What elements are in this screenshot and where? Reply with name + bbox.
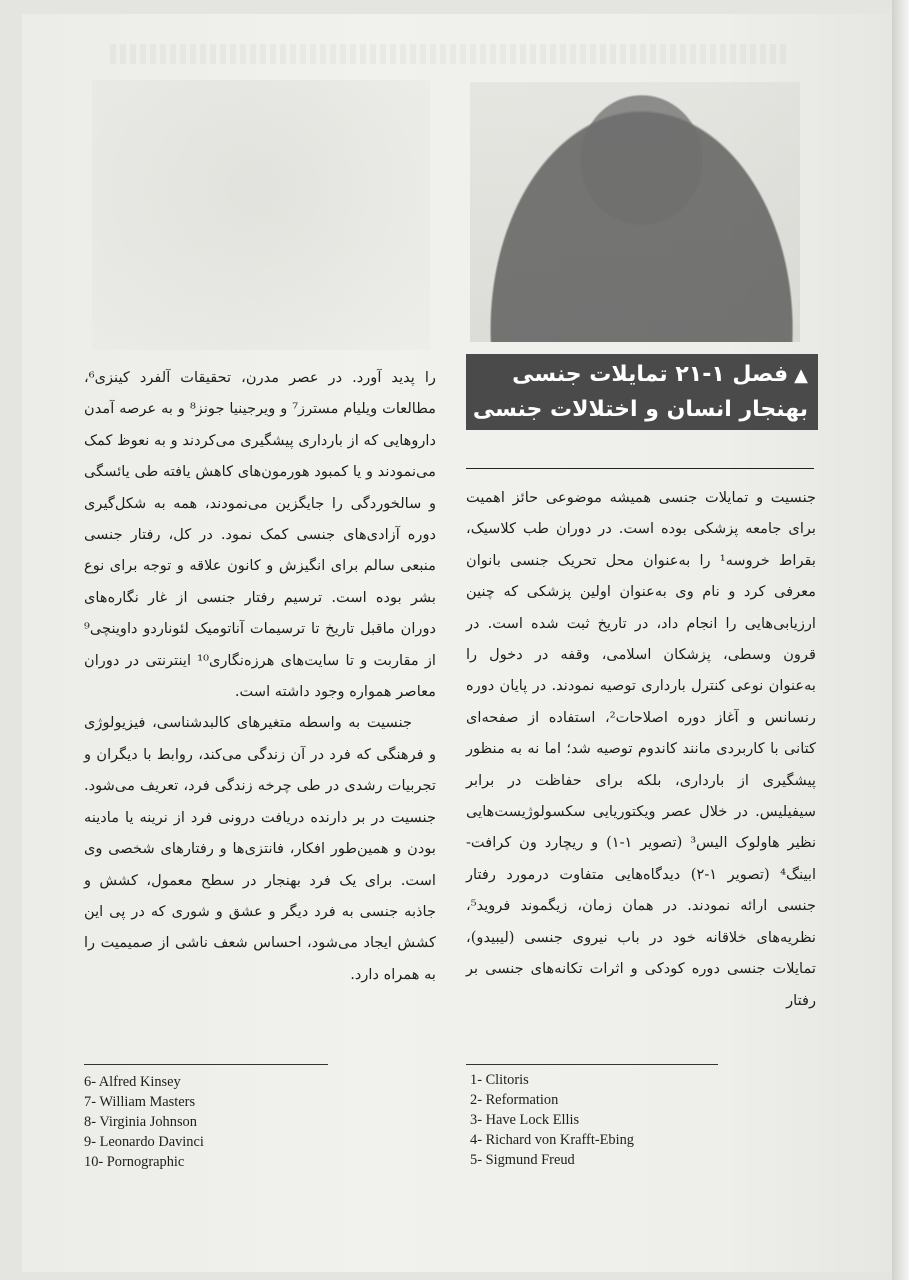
- faded-figure-right: [470, 82, 800, 342]
- footnote-1: 1- Clitoris: [470, 1072, 529, 1088]
- left-column: [84, 362, 436, 990]
- section-title-line1: [472, 358, 808, 393]
- footnote-divider-left: [84, 1064, 328, 1065]
- triangle-icon: ▲: [794, 365, 808, 386]
- footnote-3: 3- Have Lock Ellis: [470, 1112, 580, 1128]
- footnote-10: 10- Pornographic: [84, 1154, 185, 1170]
- page-edge: [892, 0, 909, 1280]
- left-paragraph-2: جنسیت به واسطه متغیرهای کالبدشناسی، فیزیولوژی و فرهنگی که فرد در آن زندگی می‌کند، روابط با دیگران و تجربیات رشدی در طی چرخه زندگی فرد، تعریف می‌شود. جنسیت در بر دارنده دریافت درونی فرد از نرینه یا مادینه بودن و همین‌طور افکار، فانتزی‌ها و رفتارهای شخصی وی است. برای یک فرد بهنجار در سطح معمول، کشش و جاذبه جنسی به فرد دیگر و عشق و شوری که در پی این کشش ایجاد می‌شود، احساس شعف ناشی از صمیمیت را به همراه دارد.: [84, 714, 436, 983]
- section-title-text1: فصل ۱-۲۱ تمایلات جنسی: [512, 362, 789, 387]
- footnote-2: 2- Reformation: [470, 1092, 559, 1108]
- footnote-6: 6- Alfred Kinsey: [84, 1074, 181, 1090]
- section-title-line2: بهنجار انسان و اختلالات جنسی: [472, 397, 808, 422]
- footnote-divider-right: [466, 1064, 718, 1065]
- footnote-7: 7- William Masters: [84, 1094, 196, 1110]
- footnotes-left: [84, 1072, 204, 1172]
- faded-figure-left: [92, 80, 430, 350]
- footnote-5: 5- Sigmund Freud: [470, 1152, 575, 1168]
- footnote-9: 9- Leonardo Davinci: [84, 1134, 204, 1150]
- footnote-4: 4- Richard von Krafft-Ebing: [470, 1132, 634, 1148]
- section-title: [466, 354, 818, 430]
- right-paragraph-1: جنسیت و تمایلات جنسی همیشه موضوعی حائز اهمیت برای جامعه پزشکی بوده است. در دوران طب کلاسیک، بقراط خروسه¹ را به‌عنوان محل تحریک جنسی بانوان معرفی کرد و نام وی به‌عنوان اولین پزشکی که چنین ارزیابی‌هایی را انجام داد، در تاریخ ثبت شده است. در قرون وسطی، پزشکان اسلامی، وقفه در دخول را به‌عنوان نوعی کنترل بارداری توصیه نمودند. در پایان دوره رنسانس و آغاز دوره اصلاحات²، استفاده از صفحه‌ای کتانی با کاربردی مانند کاندوم توصیه شد؛ اما نه به منظور پیشگیری از بارداری، بلکه برای حفاظت در برابر سیفیلیس. در خلال عصر ویکتوریایی سکسولوژیست‌هایی نظیر هاولوک الیس³ (تصویر ۱-۱) و ریچارد ون کرافت- ابینگ⁴ (تصویر ۱-۲) دیدگاه‌هایی متفاوت درمورد رفتار جنسی ارائه نمودند. در همان زمان، زیگموند فروید⁵، نظریه‌های خلاقانه خود در باب نیروی جنسی (لیبیدو)، تمایلات جنسی دوره کودکی و اثرات تکانه‌های جنسی بر رفتار: [466, 489, 817, 1009]
- bleed-through-header: [110, 44, 790, 64]
- title-divider: [466, 468, 814, 469]
- right-column: [466, 482, 816, 1016]
- footnotes-right: [470, 1070, 634, 1170]
- footnote-8: 8- Virginia Johnson: [84, 1114, 197, 1130]
- left-paragraph-1: را پدید آورد. در عصر مدرن، تحقیقات آلفرد کینزی⁶، مطالعات ویلیام مسترز⁷ و ویرجینیا جونز⁸ و به عرصه آمدن داروهایی که از بارداری پیشگیری می‌کردند و به نعوظ کمک می‌نمودند و یا کمبود هورمون‌های کاهش یافته طی یائسگی و سالخوردگی را جایگزین می‌نمودند، همه به شکل‌گیری دوره آزادی‌های جنسی کمک نمود. در کل، رفتار جنسی منبعی سالم برای انگیزش و کانون علاقه و توجه برای نوع بشر بوده است. ترسیم رفتار جنسی از غار نگاره‌های دوران ماقبل تاریخ تا ترسیمات آناتومیک لئوناردو داوینچی⁹ از مقاربت و تا سایت‌های هرزه‌نگاری¹⁰ اینترنتی در دوران معاصر همواره وجود داشته است.: [84, 369, 437, 701]
